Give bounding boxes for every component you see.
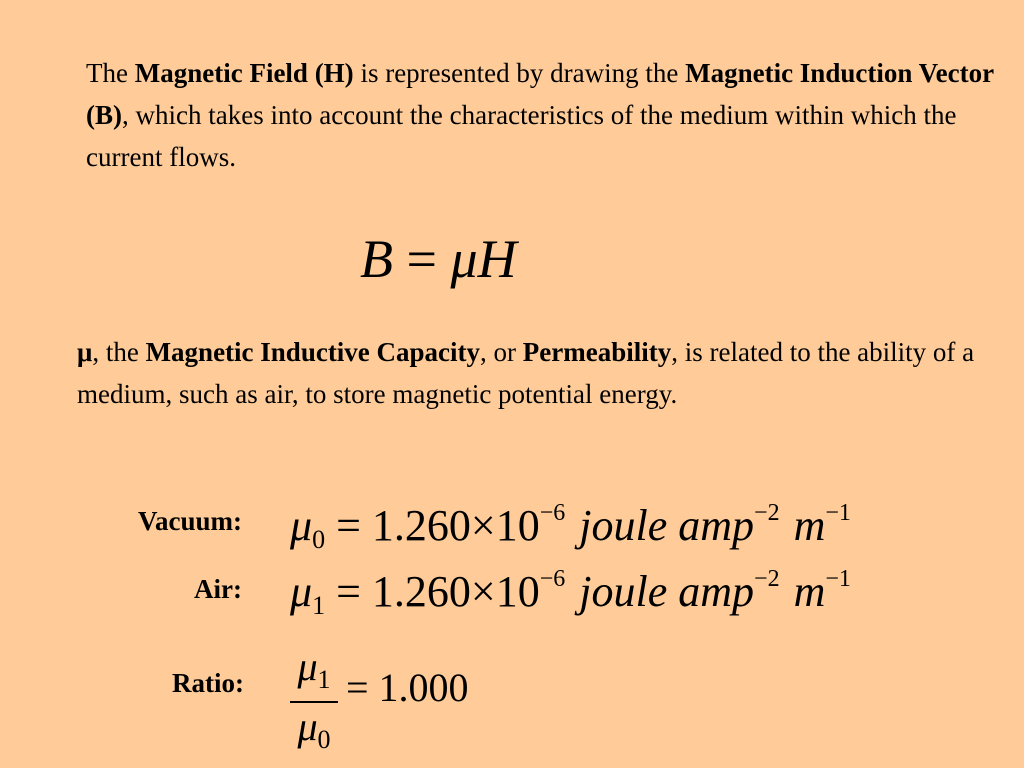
vacuum-unit-m: m [793, 501, 826, 550]
air-mu: μ [290, 567, 313, 616]
ratio-denominator [290, 701, 338, 762]
vacuum-amp-exponent: −2 [754, 500, 780, 526]
permeability-paragraph [77, 331, 997, 415]
air-mu-sub: 1 [312, 591, 326, 620]
intro-text-1: The [86, 58, 135, 88]
air-exponent: −6 [539, 566, 566, 592]
main-equation [360, 228, 517, 290]
permeability-term: Permeability [522, 337, 672, 367]
magnetic-field-term: Magnetic Field (H) [134, 58, 354, 88]
air-label: Air: [194, 574, 242, 604]
eq-b: B [360, 229, 393, 289]
perm-text-1: , the [92, 337, 146, 367]
eq-h: H [477, 229, 517, 289]
ratio-numerator [290, 646, 338, 701]
ratio-den-sub: 0 [317, 725, 331, 754]
intro-text-3: , which takes into account the characteristics of the medium within which the current flows. [86, 100, 957, 172]
vacuum-mu: μ [290, 501, 313, 550]
intro-paragraph [86, 52, 996, 178]
perm-text-3: , is related to the ability of a medium, such as air, to store magnetic potential energy. [77, 337, 975, 409]
air-unit-joule-amp: joule amp [579, 567, 755, 616]
eq-mu: μ [450, 229, 478, 289]
ratio-num-mu: μ [297, 644, 318, 689]
air-unit-m: m [793, 567, 826, 616]
ratio-value: = 1.000 [346, 665, 469, 710]
ratio-num-sub: 1 [317, 665, 331, 694]
vacuum-label: Vacuum: [137, 506, 242, 536]
vacuum-value: = 1.260×10 [325, 501, 540, 550]
air-value: = 1.260×10 [325, 567, 540, 616]
vacuum-m-exponent: −1 [825, 500, 851, 526]
ratio-den-mu: μ [297, 704, 318, 749]
perm-text-2: , or [480, 337, 523, 367]
air-amp-exponent: −2 [754, 566, 780, 592]
vacuum-unit-joule-amp: joule amp [579, 501, 755, 550]
vacuum-exponent: −6 [539, 500, 566, 526]
induction-vector-term: Magnetic Induction Vector (B) [86, 58, 994, 130]
inductive-capacity-term: Magnetic Inductive Capacity [145, 337, 481, 367]
vacuum-mu-sub: 0 [312, 525, 326, 554]
air-equation [290, 566, 851, 621]
mu-symbol: μ [77, 337, 93, 367]
ratio-fraction [290, 646, 338, 762]
eq-equals: = [393, 229, 451, 289]
ratio-label: Ratio: [172, 668, 244, 698]
intro-text-2: is represented by drawing the [353, 58, 686, 88]
vacuum-equation [290, 500, 851, 555]
air-m-exponent: −1 [825, 566, 851, 592]
